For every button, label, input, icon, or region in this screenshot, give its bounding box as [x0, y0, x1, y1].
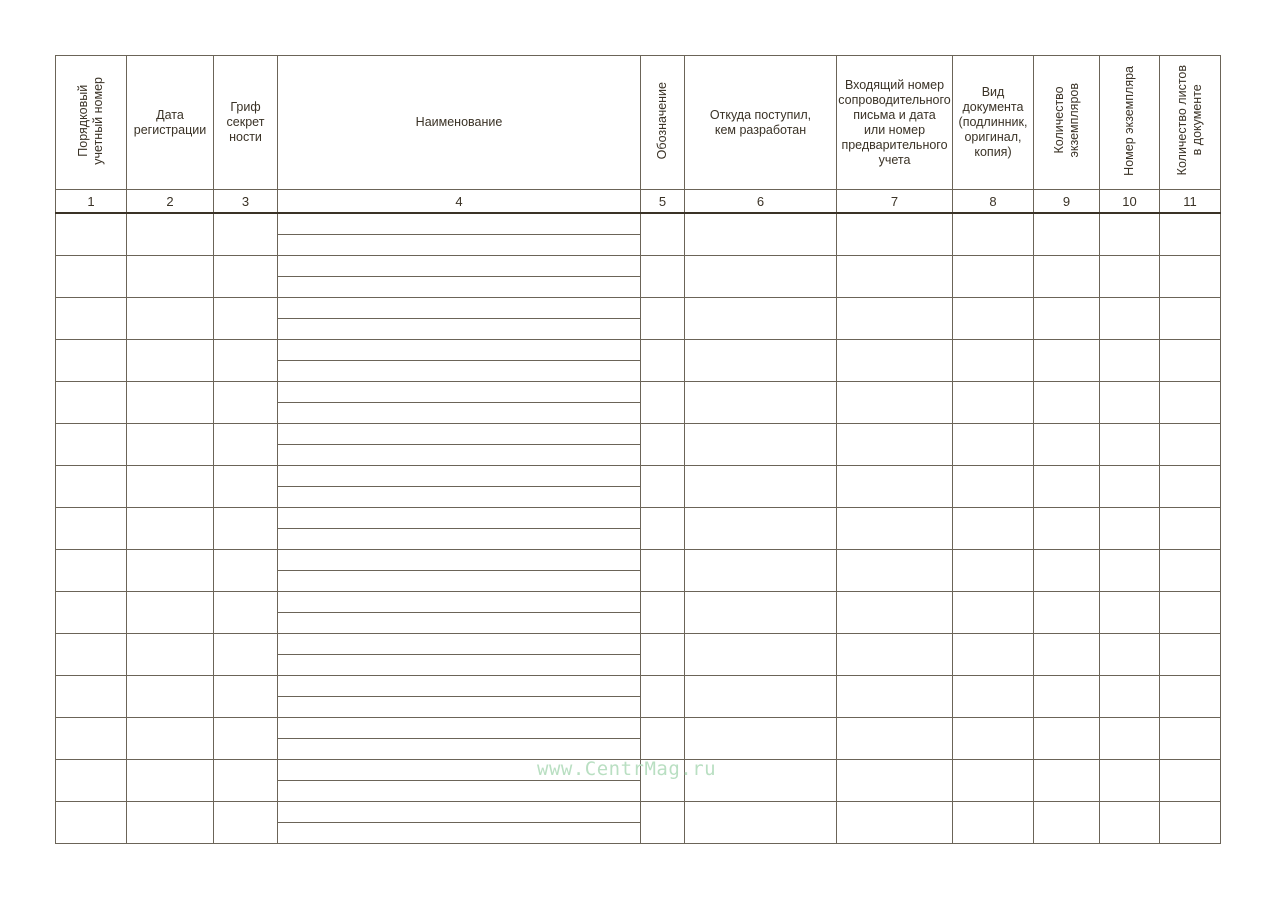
- name-cell[interactable]: [278, 298, 641, 340]
- column-header-10: [1100, 56, 1160, 190]
- column-header-label: Вид документа (подлинник, оригинал, копия): [958, 85, 1028, 159]
- table-cell-col-6[interactable]: [685, 424, 837, 466]
- name-line[interactable]: [278, 466, 640, 487]
- table-cell-col-3[interactable]: [214, 340, 278, 382]
- column-number-10: 10: [1100, 190, 1160, 214]
- table-cell-col-1[interactable]: [56, 676, 127, 718]
- table-cell-col-10[interactable]: [1100, 382, 1160, 424]
- table-cell-col-6[interactable]: [685, 382, 837, 424]
- table-cell-col-5[interactable]: [641, 550, 685, 592]
- column-header-7: [837, 56, 953, 190]
- name-line[interactable]: [278, 340, 640, 361]
- table-cell-col-1[interactable]: [56, 760, 127, 802]
- table-cell-col-1[interactable]: [56, 634, 127, 676]
- table-cell-col-9[interactable]: [1034, 802, 1100, 844]
- table-body: [56, 213, 1221, 844]
- name-line[interactable]: [278, 802, 640, 823]
- name-cell[interactable]: [278, 634, 641, 676]
- table-cell-col-3[interactable]: [214, 634, 278, 676]
- table-cell-col-10[interactable]: [1100, 550, 1160, 592]
- name-line[interactable]: [278, 550, 640, 571]
- table-cell-col-8[interactable]: [953, 592, 1034, 634]
- table-cell-col-2[interactable]: [127, 550, 214, 592]
- table-cell-col-8[interactable]: [953, 466, 1034, 508]
- name-line[interactable]: [278, 361, 640, 381]
- table-cell-col-5[interactable]: [641, 676, 685, 718]
- table-cell-col-1[interactable]: [56, 298, 127, 340]
- table-cell-col-6[interactable]: [685, 298, 837, 340]
- table-cell-col-9[interactable]: [1034, 760, 1100, 802]
- name-line[interactable]: [278, 424, 640, 445]
- table-cell-col-6[interactable]: [685, 213, 837, 256]
- table-cell-col-8[interactable]: [953, 508, 1034, 550]
- table-row: [56, 424, 1221, 466]
- column-header-label: Входящий номер сопроводительного письма и дата или номер предварительного учета: [838, 77, 951, 167]
- table-cell-col-10[interactable]: [1100, 466, 1160, 508]
- table-cell-col-9[interactable]: [1034, 592, 1100, 634]
- table-cell-col-2[interactable]: [127, 382, 214, 424]
- table-cell-col-7[interactable]: [837, 466, 953, 508]
- column-header-label: Гриф секрет ности: [226, 100, 265, 144]
- name-line[interactable]: [278, 697, 640, 717]
- table-cell-col-8[interactable]: [953, 802, 1034, 844]
- table-cell-col-6[interactable]: [685, 340, 837, 382]
- table-cell-col-9[interactable]: [1034, 634, 1100, 676]
- name-line[interactable]: [278, 319, 640, 339]
- table-cell-col-2[interactable]: [127, 466, 214, 508]
- name-line[interactable]: [278, 529, 640, 549]
- table-cell-col-9[interactable]: [1034, 718, 1100, 760]
- column-number-11: 11: [1160, 190, 1221, 214]
- table-cell-col-7[interactable]: [837, 213, 953, 256]
- table-cell-col-8[interactable]: [953, 213, 1034, 256]
- column-number-1: 1: [56, 190, 127, 214]
- register-table: [55, 55, 1221, 844]
- table-row: [56, 213, 1221, 256]
- name-cell[interactable]: [278, 340, 641, 382]
- column-header-label: Обозначение: [655, 81, 669, 160]
- table-cell-col-6[interactable]: [685, 466, 837, 508]
- column-number-2: 2: [127, 190, 214, 214]
- table-cell-col-2[interactable]: [127, 340, 214, 382]
- table-cell-col-5[interactable]: [641, 634, 685, 676]
- name-cell[interactable]: [278, 424, 641, 466]
- column-number-5: 5: [641, 190, 685, 214]
- column-header-label: Наименование: [415, 115, 503, 129]
- table-cell-col-3[interactable]: [214, 382, 278, 424]
- table-cell-col-5[interactable]: [641, 466, 685, 508]
- table-cell-col-3[interactable]: [214, 508, 278, 550]
- table-cell-col-1[interactable]: [56, 466, 127, 508]
- table-cell-col-3[interactable]: [214, 213, 278, 256]
- name-cell[interactable]: [278, 382, 641, 424]
- name-line[interactable]: [278, 634, 640, 655]
- column-number-8: 8: [953, 190, 1034, 214]
- table-cell-col-8[interactable]: [953, 382, 1034, 424]
- table-cell-col-9[interactable]: [1034, 382, 1100, 424]
- table-cell-col-8[interactable]: [953, 718, 1034, 760]
- name-line[interactable]: [278, 382, 640, 403]
- table-cell-col-9[interactable]: [1034, 213, 1100, 256]
- column-number-3: 3: [214, 190, 278, 214]
- table-cell-col-10[interactable]: [1100, 256, 1160, 298]
- name-line[interactable]: [278, 403, 640, 423]
- table-cell-col-6[interactable]: [685, 802, 837, 844]
- table-cell-col-6[interactable]: [685, 508, 837, 550]
- table-cell-col-3[interactable]: [214, 298, 278, 340]
- table-cell-col-2[interactable]: [127, 213, 214, 256]
- table-cell-col-7[interactable]: [837, 592, 953, 634]
- watermark-text: www.CentrMag.ru: [537, 758, 717, 780]
- column-header-2: [127, 56, 214, 190]
- table-row: [56, 676, 1221, 718]
- column-header-8: [953, 56, 1034, 190]
- column-number-7: 7: [837, 190, 953, 214]
- table-cell-col-8[interactable]: [953, 256, 1034, 298]
- table-cell-col-1[interactable]: [56, 550, 127, 592]
- name-line[interactable]: [278, 823, 640, 843]
- name-line[interactable]: [278, 277, 640, 297]
- name-line[interactable]: [278, 256, 640, 277]
- table-cell-col-7[interactable]: [837, 298, 953, 340]
- table-cell-col-11[interactable]: [1160, 550, 1221, 592]
- table-cell-col-2[interactable]: [127, 298, 214, 340]
- table-cell-col-8[interactable]: [953, 340, 1034, 382]
- table-cell-col-9[interactable]: [1034, 676, 1100, 718]
- column-header-1: [56, 56, 127, 190]
- table-cell-col-8[interactable]: [953, 676, 1034, 718]
- table-cell-col-10[interactable]: [1100, 634, 1160, 676]
- column-header-label: Количество экземпляров: [1051, 83, 1081, 158]
- table-cell-col-9[interactable]: [1034, 298, 1100, 340]
- table-row: [56, 466, 1221, 508]
- table-cell-col-10[interactable]: [1100, 718, 1160, 760]
- table-cell-col-2[interactable]: [127, 676, 214, 718]
- table-cell-col-7[interactable]: [837, 802, 953, 844]
- table-cell-col-9[interactable]: [1034, 256, 1100, 298]
- name-cell[interactable]: [278, 718, 641, 760]
- table-cell-col-6[interactable]: [685, 634, 837, 676]
- column-header-11: [1160, 56, 1221, 190]
- table-cell-col-11[interactable]: [1160, 340, 1221, 382]
- table-cell-col-11[interactable]: [1160, 213, 1221, 256]
- table-row: [56, 718, 1221, 760]
- column-header-3: [214, 56, 278, 190]
- table-cell-col-3[interactable]: [214, 592, 278, 634]
- table-cell-col-2[interactable]: [127, 508, 214, 550]
- name-line[interactable]: [278, 214, 640, 235]
- table-cell-col-3[interactable]: [214, 802, 278, 844]
- table-cell-col-8[interactable]: [953, 760, 1034, 802]
- table-cell-col-5[interactable]: [641, 508, 685, 550]
- column-numbers-row: [56, 190, 1221, 214]
- table-cell-col-11[interactable]: [1160, 592, 1221, 634]
- table-cell-col-5[interactable]: [641, 382, 685, 424]
- table-cell-col-6[interactable]: [685, 592, 837, 634]
- table-cell-col-11[interactable]: [1160, 676, 1221, 718]
- table-cell-col-9[interactable]: [1034, 550, 1100, 592]
- table-cell-col-3[interactable]: [214, 424, 278, 466]
- table-cell-col-8[interactable]: [953, 424, 1034, 466]
- table-cell-col-3[interactable]: [214, 466, 278, 508]
- table-row: [56, 634, 1221, 676]
- table-cell-col-2[interactable]: [127, 718, 214, 760]
- table-cell-col-2[interactable]: [127, 802, 214, 844]
- table-row: [56, 256, 1221, 298]
- table-cell-col-10[interactable]: [1100, 760, 1160, 802]
- table-cell-col-11[interactable]: [1160, 466, 1221, 508]
- name-line[interactable]: [278, 592, 640, 613]
- table-cell-col-5[interactable]: [641, 424, 685, 466]
- name-line[interactable]: [278, 613, 640, 633]
- table-cell-col-11[interactable]: [1160, 634, 1221, 676]
- table-cell-col-8[interactable]: [953, 634, 1034, 676]
- name-cell[interactable]: [278, 550, 641, 592]
- name-line[interactable]: [278, 718, 640, 739]
- table-cell-col-3[interactable]: [214, 676, 278, 718]
- table-cell-col-7[interactable]: [837, 340, 953, 382]
- table-cell-col-1[interactable]: [56, 382, 127, 424]
- name-cell[interactable]: [278, 508, 641, 550]
- table-cell-col-10[interactable]: [1100, 298, 1160, 340]
- table-cell-col-10[interactable]: [1100, 802, 1160, 844]
- table-cell-col-8[interactable]: [953, 550, 1034, 592]
- table-cell-col-5[interactable]: [641, 256, 685, 298]
- header-row: [56, 56, 1221, 190]
- column-number-4: 4: [278, 190, 641, 214]
- table-row: [56, 298, 1221, 340]
- column-header-4: [278, 56, 641, 190]
- table-cell-col-10[interactable]: [1100, 592, 1160, 634]
- table-cell-col-9[interactable]: [1034, 508, 1100, 550]
- column-header-label: Откуда поступил, кем разработан: [709, 107, 812, 137]
- table-cell-col-1[interactable]: [56, 718, 127, 760]
- table-cell-col-11[interactable]: [1160, 802, 1221, 844]
- name-cell[interactable]: [278, 256, 641, 298]
- table-cell-col-11[interactable]: [1160, 508, 1221, 550]
- table-cell-col-3[interactable]: [214, 550, 278, 592]
- column-header-label: Номер экземпляра: [1122, 65, 1136, 176]
- column-number-9: 9: [1034, 190, 1100, 214]
- table-row: [56, 592, 1221, 634]
- table-cell-col-7[interactable]: [837, 550, 953, 592]
- table-cell-col-11[interactable]: [1160, 424, 1221, 466]
- table-cell-col-10[interactable]: [1100, 213, 1160, 256]
- name-line[interactable]: [278, 739, 640, 759]
- table-cell-col-1[interactable]: [56, 340, 127, 382]
- column-header-6: [685, 56, 837, 190]
- name-line[interactable]: [278, 235, 640, 255]
- table-cell-col-5[interactable]: [641, 592, 685, 634]
- column-header-5: [641, 56, 685, 190]
- table-cell-col-7[interactable]: [837, 760, 953, 802]
- table-cell-col-1[interactable]: [56, 508, 127, 550]
- table-cell-col-2[interactable]: [127, 760, 214, 802]
- table-row: [56, 550, 1221, 592]
- name-line[interactable]: [278, 676, 640, 697]
- column-header-label: Дата регистрации: [133, 107, 207, 137]
- name-cell[interactable]: [278, 213, 641, 256]
- table-cell-col-3[interactable]: [214, 256, 278, 298]
- table-cell-col-1[interactable]: [56, 592, 127, 634]
- table-row: [56, 802, 1221, 844]
- name-line[interactable]: [278, 571, 640, 591]
- table-cell-col-11[interactable]: [1160, 256, 1221, 298]
- table-cell-col-6[interactable]: [685, 550, 837, 592]
- table-cell-col-5[interactable]: [641, 802, 685, 844]
- name-cell[interactable]: [278, 466, 641, 508]
- table-cell-col-11[interactable]: [1160, 382, 1221, 424]
- name-cell[interactable]: [278, 802, 641, 844]
- table-cell-col-6[interactable]: [685, 718, 837, 760]
- table-cell-col-5[interactable]: [641, 718, 685, 760]
- table-cell-col-1[interactable]: [56, 256, 127, 298]
- table-cell-col-11[interactable]: [1160, 760, 1221, 802]
- table-cell-col-7[interactable]: [837, 718, 953, 760]
- name-line[interactable]: [278, 487, 640, 507]
- table-cell-col-7[interactable]: [837, 508, 953, 550]
- name-line[interactable]: [278, 508, 640, 529]
- column-number-6: 6: [685, 190, 837, 214]
- name-line[interactable]: [278, 781, 640, 801]
- table-cell-col-2[interactable]: [127, 592, 214, 634]
- table-cell-col-2[interactable]: [127, 634, 214, 676]
- table-cell-col-7[interactable]: [837, 634, 953, 676]
- table-cell-col-7[interactable]: [837, 256, 953, 298]
- column-header-label: Порядковый учетный номер: [76, 76, 105, 165]
- column-header-label: Количество листов в документе: [1175, 65, 1204, 176]
- table-cell-col-5[interactable]: [641, 213, 685, 256]
- table-cell-col-7[interactable]: [837, 676, 953, 718]
- table-cell-col-3[interactable]: [214, 718, 278, 760]
- table-cell-col-11[interactable]: [1160, 718, 1221, 760]
- column-header-9: [1034, 56, 1100, 190]
- table-cell-col-5[interactable]: [641, 298, 685, 340]
- table-cell-col-5[interactable]: [641, 340, 685, 382]
- table-cell-col-3[interactable]: [214, 760, 278, 802]
- name-cell[interactable]: [278, 592, 641, 634]
- table-cell-col-9[interactable]: [1034, 424, 1100, 466]
- table-cell-col-6[interactable]: [685, 676, 837, 718]
- table-cell-col-10[interactable]: [1100, 340, 1160, 382]
- table-cell-col-11[interactable]: [1160, 298, 1221, 340]
- table-row: [56, 340, 1221, 382]
- name-cell[interactable]: [278, 676, 641, 718]
- table-cell-col-8[interactable]: [953, 298, 1034, 340]
- table-cell-col-6[interactable]: [685, 256, 837, 298]
- table-row: [56, 382, 1221, 424]
- name-line[interactable]: [278, 298, 640, 319]
- table-cell-col-10[interactable]: [1100, 424, 1160, 466]
- table-cell-col-2[interactable]: [127, 256, 214, 298]
- name-line[interactable]: [278, 655, 640, 675]
- table-row: [56, 508, 1221, 550]
- table-cell-col-10[interactable]: [1100, 676, 1160, 718]
- table-cell-col-9[interactable]: [1034, 340, 1100, 382]
- table-cell-col-1[interactable]: [56, 213, 127, 256]
- table-cell-col-9[interactable]: [1034, 466, 1100, 508]
- name-line[interactable]: [278, 445, 640, 465]
- table-cell-col-7[interactable]: [837, 382, 953, 424]
- table-cell-col-1[interactable]: [56, 424, 127, 466]
- table-cell-col-10[interactable]: [1100, 508, 1160, 550]
- table-cell-col-7[interactable]: [837, 424, 953, 466]
- table-cell-col-1[interactable]: [56, 802, 127, 844]
- table-cell-col-2[interactable]: [127, 424, 214, 466]
